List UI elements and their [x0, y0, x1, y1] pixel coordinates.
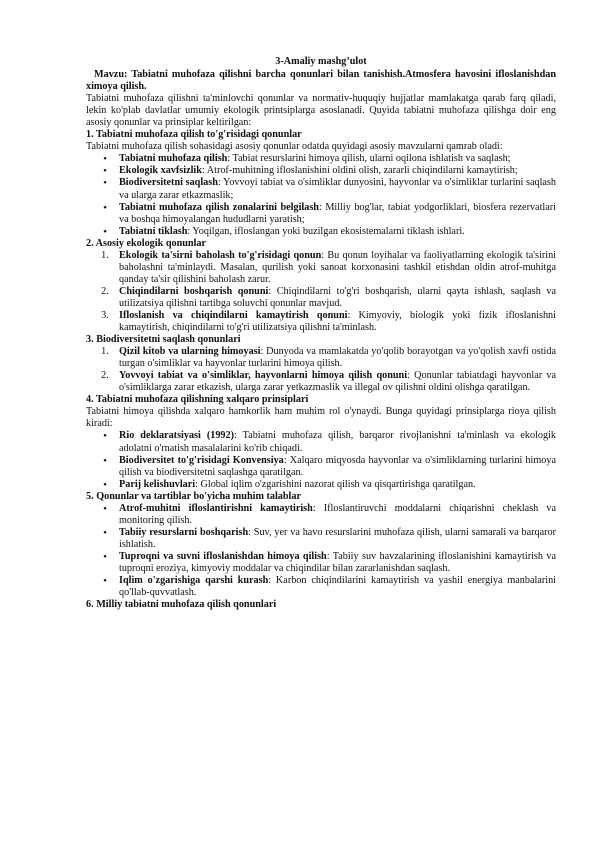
list-item: [86, 527, 556, 551]
topic-subject: Mavzu: Tabiatni muhofaza qilishni barcha qonunlari bilan tanishish.Atmosfera havosini ifloslanishdan ximoya qilish.: [86, 69, 556, 93]
list-item: [86, 202, 556, 226]
item-number: 3.: [101, 309, 109, 321]
bullet-list: [86, 430, 556, 490]
list-item: [86, 226, 556, 238]
item-term: Ifloslanish va chiqindilarni kamaytirish qonuni: [119, 309, 348, 321]
numbered-list: [86, 250, 556, 334]
item-text: : Kimyoviy, biologik yoki fizik ifloslanishni kamaytirish, chiqindilarni to'g'ri utilizatsiya qilishni ta'minlash.: [119, 309, 556, 334]
item-text: : Tabiat resurslarini himoya qilish, ularni oqilona ishlatish va saqlash;: [227, 153, 511, 165]
page-title: 3-Amaliy mashg’ulot: [275, 56, 367, 67]
bullet-icon: •: [103, 430, 107, 443]
section-intro: Tabiatni himoya qilishda xalqaro hamkorlik ham muhim rol o'ynaydi. Bunga quyidagi prinsiplarga rioya qilish kiradi:: [86, 406, 556, 430]
bullet-icon: •: [103, 454, 107, 467]
item-text: : Chiqindilarni to'g'ri boshqarish, ularni qayta ishlash, saqlash va utilizatsiya qilishni tartibga soluvchi qonunlar mavjud.: [119, 285, 556, 309]
item-term: Tabiatni muhofaza qilish: [119, 153, 228, 165]
item-number: 1.: [101, 346, 109, 358]
bullet-icon: •: [103, 478, 107, 491]
item-term: Rio deklaratsiyasi (1992): [119, 430, 235, 442]
list-item: [86, 250, 556, 286]
list-item: [86, 479, 556, 491]
list-item: [86, 551, 556, 575]
list-item: [86, 177, 556, 201]
numbered-list: [86, 346, 556, 394]
bullet-list: [86, 503, 556, 599]
item-text: : Qonunlar tabiatdagi hayvonlar va o'simliklarga zarar etkazish, ularga zarar yetkazmaslik va illegal ov qilishni oldini olishga qaratilgan.: [119, 370, 557, 394]
bullet-icon: •: [103, 575, 107, 588]
section-heading: 5. Qonunlar va tartiblar bo'yicha muhim talablar: [86, 490, 301, 502]
item-term: Atrof-muhitni ifloslantirishni kamaytirish: [119, 502, 313, 514]
item-term: Yovvoyi tabiat va o'simliklar, hayvonlarni himoya qilish qonuni: [119, 370, 408, 382]
item-term: Ekologik ta'sirni baholash to'g'risidagi qonun: [119, 249, 322, 261]
item-term: Iqlim o'zgarishiga qarshi kurash: [119, 575, 269, 587]
item-term: Ekologik xavfsizlik: [119, 165, 202, 177]
list-item: [86, 165, 556, 177]
list-item: [86, 286, 556, 310]
item-number: 1.: [101, 249, 109, 261]
item-text: : Dunyoda va mamlakatda yo'qolib borayotgan va yo'qolish xavfi ostida turgan o'simliklar va hayvonlar turlarini himoya qilish.: [119, 346, 556, 370]
item-text: : Tabiiy suv havzalarining ifloslanishini kamaytirish va tuproqni eroziya, kimyoviy moddalar va chiqindilar bilan zararlanishdan saqlash.: [119, 550, 556, 574]
item-text: : Suv, yer va havo resurslarini muhofaza qilish, ularni samarali va barqaror ishlatish.: [119, 526, 556, 550]
bullet-icon: •: [103, 225, 107, 238]
bullet-icon: •: [103, 550, 107, 563]
list-item: [86, 503, 556, 527]
item-text: : Global iqlim o'zgarishini nazorat qilish va qisqartirishga qaratilgan.: [195, 478, 476, 490]
section-heading: 1. Tabiatni muhofaza qilish to'g'risidagi qonunlar: [86, 129, 302, 141]
item-text: : Tabiatni muhofaza qilish, barqaror rivojlanishni ta'minlash va ekologik adolatni o'rnatish masalalarini ko'rib chiqadi.: [119, 430, 556, 454]
list-item: [86, 310, 556, 334]
item-term: Tabiiy resurslarni boshqarish: [119, 526, 249, 538]
item-text: : Bu qonun loyihalar va faoliyatlarning ekologik ta'sirini baholashni ta'minlaydi. Masalan, qurilish yoki sanoat korxonasini tashkil etishdan oldin atrof-muhitga qanday ta'sir qilishini baholash zarur.: [119, 249, 557, 285]
item-text: : Milliy bog'lar, tabiat yodgorliklari, biosfera rezervatlari va boshqa himoyalangan hududlarni yaratish;: [119, 201, 556, 225]
item-term: Tuproqni va suvni ifloslanishdan himoya qilish: [119, 550, 327, 562]
item-number: 2.: [101, 370, 109, 382]
section-heading: 4. Tabiatni muhofaza qilishning xalqaro prinsiplari: [86, 394, 309, 406]
item-term: Biodiversitetni saqlash: [119, 177, 218, 189]
item-text: : Xalqaro miqyosda hayvonlar va o'simliklarning turlarini himoya qilish va biodiversitetni saqlashga qaratilgan.: [119, 454, 556, 478]
bullet-icon: •: [103, 153, 107, 166]
bullet-icon: •: [103, 526, 107, 539]
item-text: : Karbon chiqindilarini kamaytirish va yashil energiya manbalarini qo'llab-quvvatlash.: [119, 575, 557, 599]
item-text: : Ifloslantiruvchi moddalarni chiqarishni cheklash va monitoring qilish.: [119, 502, 557, 526]
section-heading: 6. Milliy tabiatni muhofaza qilish qonunlari: [86, 599, 277, 611]
item-term: Qizil kitob va ularning himoyasi: [119, 346, 261, 358]
list-item: [86, 430, 556, 454]
list-item: [86, 370, 556, 394]
bullet-list: [86, 153, 556, 237]
item-term: Chiqindilarni boshqarish qonuni: [119, 285, 269, 297]
item-term: Biodiversitet to'g'risidagi Konvensiya: [119, 454, 284, 466]
item-text: : Yoqilgan, ifloslangan yoki buzilgan ekosistemalarni tiklash ishlari.: [187, 225, 465, 237]
item-text: : Yovvoyi tabiat va o'simliklar dunyosini, hayvonlar va o'simliklar turlarini saqlash va ularga zarar etkazmaslik;: [119, 177, 556, 201]
list-item: [86, 153, 556, 165]
section-intro: Tabiatni muhofaza qilish sohasidagi asosiy qonunlar odatda quyidagi asosiy mavzularni qamrab oladi:: [86, 141, 503, 153]
list-item: [86, 346, 556, 370]
section-heading: 2. Asosiy ekologik qonunlar: [86, 237, 207, 249]
section-heading: 3. Biodiversitetni saqlash qonunlari: [86, 334, 241, 346]
bullet-icon: •: [103, 502, 107, 515]
item-number: 2.: [101, 285, 109, 297]
intro-paragraph: Tabiatni muhofaza qilishni ta'minlovchi qonunlar va normativ-huquqiy hujjatlar mamlakatga qarab farq qiladi, lekin ko'plab davlatlar umumiy ekologik printsiplarga asoslanadi. Quyida tabiatni muhofaza qilishga doir eng asosiy qonunlar va prinsiplar keltirilgan:: [86, 93, 556, 129]
bullet-icon: •: [103, 177, 107, 190]
item-term: Tabiatni tiklash: [119, 225, 188, 237]
item-term: Tabiatni muhofaza qilish zonalarini belgilash: [119, 201, 319, 213]
item-term: Parij kelishuvlari: [119, 478, 196, 490]
list-item: [86, 575, 556, 599]
bullet-icon: •: [103, 201, 107, 214]
bullet-icon: •: [103, 165, 107, 178]
list-item: [86, 455, 556, 479]
item-text: : Atrof-muhitning ifloslanishini oldini olish, zararli chiqindilarni kamaytirish;: [201, 165, 518, 177]
